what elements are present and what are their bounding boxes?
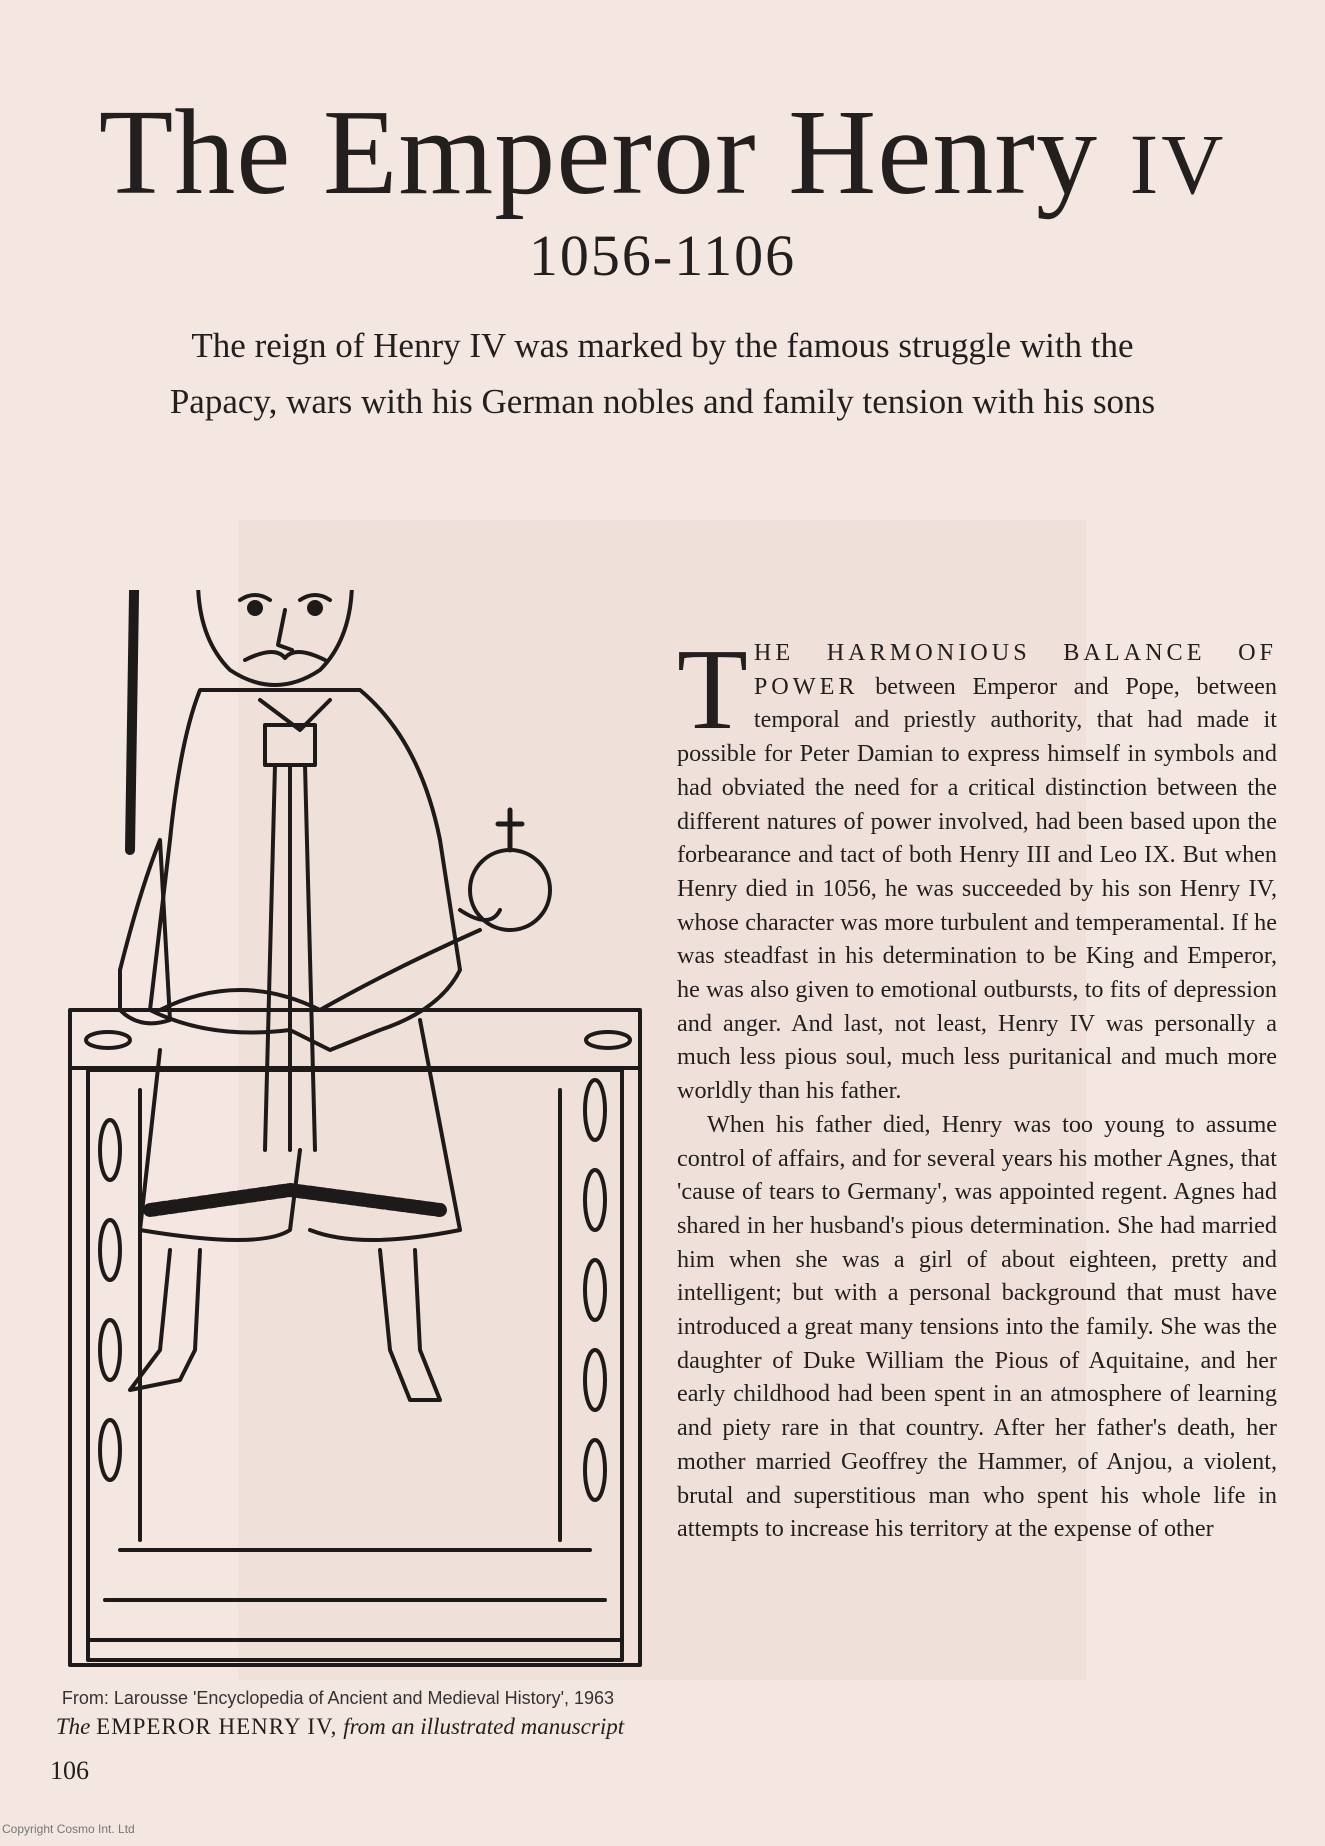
throne-inner-frame <box>88 1070 622 1660</box>
orb <box>460 810 550 930</box>
article-title <box>0 85 1325 229</box>
figure-credit: From: Larousse 'Encyclopedia of Ancient and Medieval History', 1963 <box>61 1688 615 1708</box>
drop-cap: T <box>677 626 748 754</box>
title-numeral: IV <box>1129 116 1227 212</box>
copyright-notice: Copyright Cosmo Int. Ltd <box>2 1822 135 1836</box>
caption-lead: The <box>55 1714 91 1739</box>
reign-dates: 1056-1106 <box>528 223 797 288</box>
figure-caption <box>40 1712 640 1742</box>
standfirst: The reign of Henry IV was marked by the famous struggle with the Papacy, wars with his German nobles and family tension with his sons <box>169 326 1156 421</box>
title-main: The Emperor Henry <box>98 85 1099 220</box>
head <box>190 590 360 685</box>
lead-smallcaps: HE HARMONIOUS BALANCE OF POWER <box>753 639 1277 700</box>
robes <box>120 690 480 1400</box>
caption-rest: from an illustrated manuscript <box>343 1714 625 1739</box>
article-body <box>677 626 1277 1546</box>
page-number: 106 <box>50 1756 89 1785</box>
caption-subject: EMPEROR HENRY IV, <box>96 1714 338 1739</box>
paragraph-1-text: between Emperor and Pope, between temporal and priestly authority, that had made it possible for Peter Damian to express himself in symbols and had obviated the need for a critical distinction between the different natures of power involved, had been based upon the forbearance and tact of both Henry III and Leo IX. But when Henry died in 1056, he was succeeded by his son Henry IV, whose character was more turbulent and temperamental. If he was steadfast in his determination to be King and Emperor, he was also given to emotional outbursts, to fits of depression and anger. And last, not least, Henry IV was personally a much less pious soul, much less puritanical and much more worldly than his father. <box>677 672 1277 1105</box>
sceptre <box>90 590 180 850</box>
paragraph-1 <box>677 626 1277 1108</box>
paragraph-2: When his father died, Henry was too young to assume control of affairs, and for several years his mother Agnes, that 'cause of tears to Germany', was appointed regent. Agnes had shared in her husband's pious determination. She had married him when she was a girl of about eighteen, pretty and intelligent; but with a personal background that must have introduced a great many tensions into the family. She was the daughter of Duke William the Pious of Aquitaine, and her early childhood had been spent in an atmosphere of learning and piety rare in that country. After her father's death, her mother married Geoffrey the Hammer, of Anjou, a violent, brutal and superstitious man who spent his whole life in attempts to increase his territory at the expense of other <box>677 1110 1277 1543</box>
emperor-illustration <box>60 590 650 1680</box>
